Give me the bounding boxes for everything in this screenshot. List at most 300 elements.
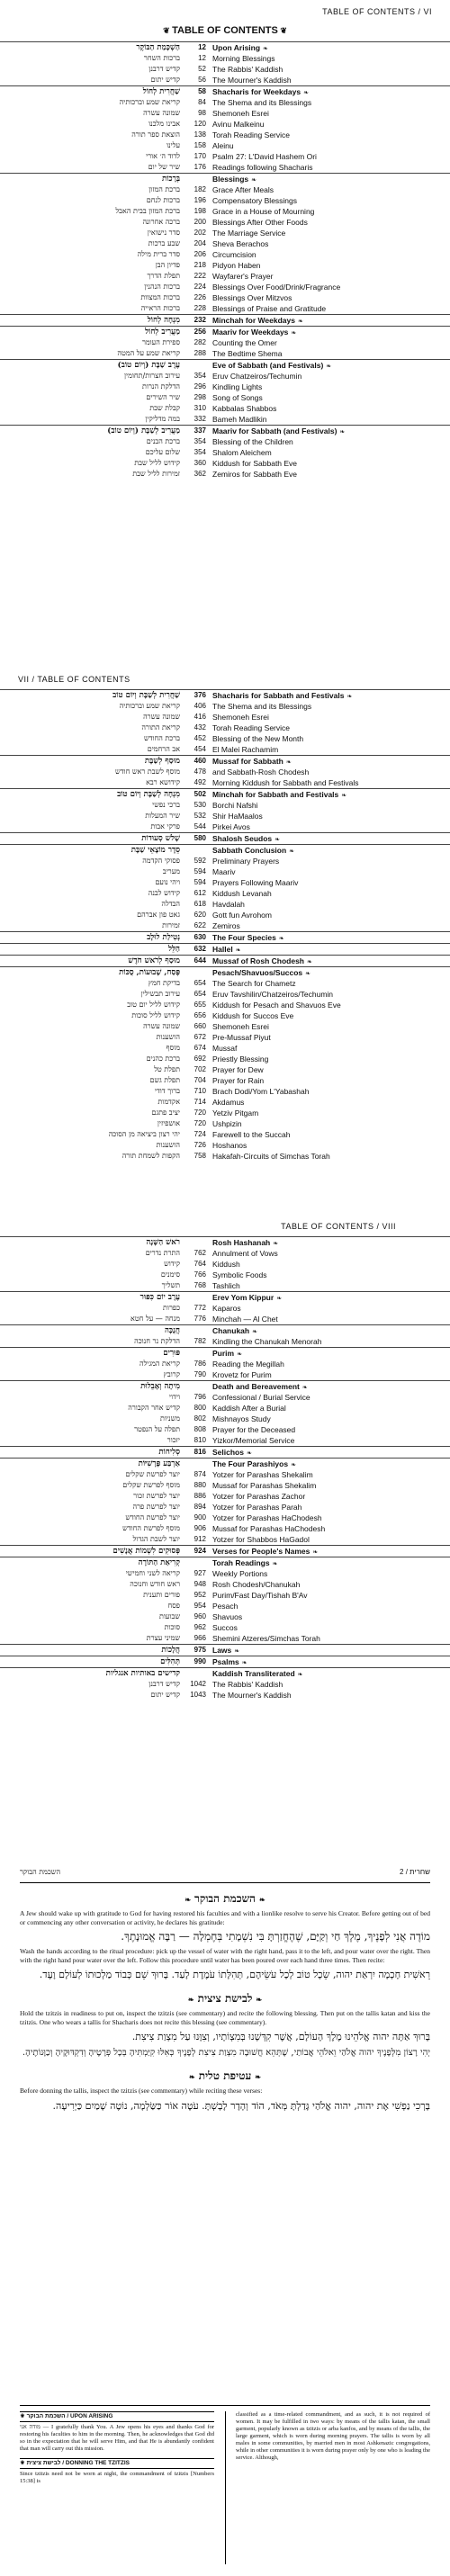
header-page: 2 / שחרית	[400, 1868, 430, 1876]
toc-entry-row[interactable]	[0, 1690, 450, 1701]
toc-entry-row[interactable]	[0, 1054, 450, 1064]
toc-hebrew-title: תפלת גשם	[149, 1076, 180, 1084]
toc-english-text: Blessings Over Mitzvos	[212, 293, 292, 302]
toc-entry-row[interactable]	[0, 151, 450, 162]
toc-entry-row[interactable]	[0, 821, 450, 832]
toc-entry-row[interactable]	[0, 282, 450, 292]
toc-hebrew-title: מוסף לפרשת שקלים	[122, 1481, 180, 1489]
toc-section-row[interactable]	[0, 1667, 450, 1679]
toc-entry-row[interactable]	[0, 249, 450, 260]
toc-section-row[interactable]	[0, 1557, 450, 1568]
toc-english-title	[212, 1108, 258, 1118]
toc-page-number: 98	[198, 109, 206, 117]
toc-section-row[interactable]	[0, 41, 450, 53]
commentary-heading: ⚜ לבישת ציצית / DONNING THE TZITZIS	[20, 2458, 214, 2469]
toc-english-title	[212, 447, 272, 458]
toc-page-number: 962	[194, 1623, 206, 1631]
toc-entry-row[interactable]	[0, 140, 450, 151]
toc-entry-row[interactable]	[0, 130, 450, 140]
toc-english-text: Kabbalas Shabbos	[212, 404, 277, 413]
toc-hebrew-title: מוּסַף לְשַׁבָּת	[144, 757, 180, 766]
toc-entry-row[interactable]	[0, 447, 450, 458]
toc-hebrew-title: שָׁלשׁ סְעוּדוֹת	[141, 834, 180, 843]
toc-section-row[interactable]	[0, 1545, 450, 1557]
toc-page-number: 975	[194, 1646, 206, 1654]
instruction-text: Before donning the tallis, inspect the tzitzis (see commentary) while reciting these verses:	[20, 2087, 263, 2095]
toc-section-row[interactable]	[0, 1380, 450, 1392]
toc-english-text: Kaddish Transliterated	[212, 1669, 295, 1678]
toc-hebrew-title: יוצר לפרשת פרה	[132, 1503, 180, 1511]
toc-entry-row[interactable]	[0, 458, 450, 469]
toc-english-title	[212, 1523, 325, 1534]
toc-entry-row[interactable]	[0, 348, 450, 359]
toc-english-title	[212, 1097, 244, 1108]
toc-page-number: 654	[194, 990, 206, 998]
toc-english-title	[212, 1270, 266, 1280]
toc-english-text: Yizkor/Memorial Service	[212, 1436, 295, 1445]
toc-english-text: Maariv for Weekdays	[212, 328, 289, 337]
toc-hebrew-title: עירוב חצרות/תחומין	[123, 372, 180, 380]
toc-section-row[interactable]	[0, 1291, 450, 1303]
toc-english-text: Blessings	[212, 175, 249, 184]
toc-hebrew-title: קדיש אחר הקבורה	[128, 1404, 180, 1412]
toc-page-number: 12	[198, 54, 206, 62]
toc-entry-row[interactable]	[0, 469, 450, 480]
prayer-barchi-nafshi: בָּרְכִי נַפְשִׁי אֶת יהוה, יהוה אֱלֹהַי גָּדַלְתָּ מְּאֹד, הוֹד וְהָדָר לָבָשְׁתָּ. עֹטֶה אוֹר כַּשַּׂלְמָה, נוֹטֶה שָׁמַיִם כַּיְרִיעָה.	[52, 2099, 430, 2112]
toc-hebrew-title: מַעֲרִיב לְשַׁבָּת (וְיוֹם טוֹב)	[107, 426, 180, 435]
toc-entry-row[interactable]	[0, 723, 450, 733]
toc-section-row[interactable]	[0, 1446, 450, 1458]
toc-hebrew-title: הוצאת ספר תורה	[131, 130, 180, 139]
toc-entry-row[interactable]	[0, 303, 450, 314]
toc-page-number: 594	[194, 867, 206, 875]
toc-english-text: Mussaf for Parashas Shekalim	[212, 1481, 317, 1490]
toc-english-text: Symbolic Foods	[212, 1270, 267, 1279]
toc-english-text: Shalosh Seudos	[212, 834, 273, 843]
ornament-icon: ❧	[276, 1296, 283, 1302]
toc-entry-row[interactable]	[0, 217, 450, 228]
toc-page-number: 222	[194, 272, 206, 280]
toc-entry-row[interactable]	[0, 920, 450, 931]
toc-entry-row[interactable]	[0, 1248, 450, 1259]
toc-page-number: 202	[194, 229, 206, 237]
toc-section-row[interactable]	[0, 966, 450, 978]
toc-english-text: The Shema and its Blessings	[212, 98, 312, 107]
toc-entry-row[interactable]	[0, 1491, 450, 1502]
toc-entry-row[interactable]	[0, 1043, 450, 1054]
toc-section-row[interactable]	[0, 943, 450, 955]
toc-entry-row[interactable]	[0, 97, 450, 108]
toc-english-text: Eruv Tavshilin/Chatzeiros/Techumin	[212, 990, 334, 999]
toc-hebrew-title: קידוש לליל שבת	[134, 459, 180, 467]
toc-section-row[interactable]	[0, 1324, 450, 1336]
toc-title-text: TABLE OF CONTENTS	[172, 25, 278, 36]
toc-hebrew-title: שבועות	[158, 1612, 180, 1620]
toc-english-title	[212, 712, 269, 723]
toc-english-title	[212, 1303, 241, 1314]
toc-english-text: Wayfarer's Prayer	[212, 272, 274, 281]
toc-entry-row[interactable]	[0, 1075, 450, 1086]
toc-hebrew-title: קידושא רבא	[146, 778, 180, 786]
toc-entry-row[interactable]	[0, 1512, 450, 1523]
toc-english-text: Verses for People's Names	[212, 1547, 310, 1556]
toc-section-row[interactable]	[0, 1347, 450, 1359]
toc-entry-row[interactable]	[0, 1270, 450, 1280]
toc-hebrew-title: קרובץ	[163, 1370, 180, 1378]
toc-entry-row[interactable]	[0, 1010, 450, 1021]
toc-hebrew-title: מִנְחָה לְשַׁבָּת וְיוֹם טוֹב	[117, 790, 180, 799]
ornament-icon: ❧	[187, 1995, 194, 2004]
ornament-icon: ❧	[302, 1385, 308, 1391]
toc-page-number: 206	[194, 250, 206, 258]
toc-entry-row[interactable]	[0, 1403, 450, 1414]
toc-hebrew-title: ברכי נפשי	[152, 801, 180, 809]
toc-entry-row[interactable]	[0, 1151, 450, 1162]
toc-section-row[interactable]	[0, 425, 450, 436]
toc-entry-row[interactable]	[0, 811, 450, 821]
toc-english-title	[212, 1259, 240, 1270]
toc-entry-row[interactable]	[0, 403, 450, 414]
column-divider	[225, 2411, 226, 2564]
toc-english-text: Prayer for Dew	[212, 1065, 264, 1074]
toc-section-row[interactable]	[0, 755, 450, 767]
toc-entry-row[interactable]	[0, 777, 450, 788]
toc-english-title	[212, 1590, 308, 1601]
toc-hebrew-title: קריאת שמע וברכותיה	[119, 702, 180, 710]
toc-page-number: 758	[194, 1152, 206, 1160]
toc-english-text: The Mourner's Kaddish	[212, 76, 292, 85]
toc-hebrew-title: פסוקי הקדמה	[142, 857, 180, 865]
toc-english-title	[212, 1424, 295, 1435]
toc-english-title	[212, 249, 256, 260]
toc-entry-row[interactable]	[0, 1259, 450, 1270]
toc-hebrew-title: הושענות	[156, 1033, 180, 1041]
toc-entry-row[interactable]	[0, 1021, 450, 1032]
toc-hebrew-title: זמירות	[162, 921, 180, 929]
toc-entry-row[interactable]	[0, 206, 450, 217]
toc-english-text: Maariv	[212, 867, 236, 876]
toc-english-title	[212, 64, 283, 75]
toc-entry-row[interactable]	[0, 1032, 450, 1043]
toc-hebrew-title: שיר המעלות	[145, 812, 180, 820]
toc-entry-row[interactable]	[0, 1392, 450, 1403]
toc-entry-row[interactable]	[0, 64, 450, 75]
toc-hebrew-title: רֹאשׁ הַשָּׁנָה	[146, 1238, 180, 1247]
toc-english-title	[212, 1075, 264, 1086]
toc-section-row[interactable]	[0, 955, 450, 966]
toc-section-row[interactable]	[0, 788, 450, 800]
toc-english-title	[212, 75, 292, 85]
toc-entry-row[interactable]	[0, 108, 450, 119]
toc-english-text: Annulment of Vows	[212, 1249, 278, 1258]
toc-section-row[interactable]	[0, 1656, 450, 1667]
toc-entry-row[interactable]	[0, 800, 450, 811]
toc-page-number: 362	[194, 470, 206, 478]
toc-page-number: 912	[194, 1535, 206, 1543]
toc-entry-row[interactable]	[0, 1679, 450, 1690]
toc-english-text: The Bedtime Shema	[212, 349, 283, 358]
toc-entry-row[interactable]	[0, 1523, 450, 1534]
toc-entry-row[interactable]	[0, 238, 450, 249]
toc-entry-row[interactable]	[0, 271, 450, 282]
toc-english-title	[212, 800, 258, 811]
toc-page-vi	[0, 0, 450, 668]
toc-hebrew-title: תפלה על הנפטר	[134, 1425, 180, 1433]
toc-english-title	[212, 217, 308, 228]
toc-hebrew-title: יציב פתגם	[151, 1108, 180, 1117]
toc-entry-row[interactable]	[0, 292, 450, 303]
commentary-right	[236, 2411, 430, 2462]
toc-hebrew-title: אקדמות	[158, 1098, 180, 1106]
toc-english-text: Tashlich	[212, 1281, 240, 1290]
toc-english-text: Pesach/Shavuos/Succos	[212, 968, 303, 977]
toc-entry-row[interactable]	[0, 184, 450, 195]
toc-section-row[interactable]	[0, 1236, 450, 1248]
toc-entry-row[interactable]	[0, 162, 450, 173]
toc-english-text: Aleinu	[212, 141, 234, 150]
toc-english-text: Hoshanos	[212, 1141, 248, 1150]
toc-page-number: 720	[194, 1119, 206, 1127]
toc-english-title	[212, 777, 359, 788]
toc-english-title	[212, 1512, 322, 1523]
toc-hebrew-title: יזכור	[166, 1436, 180, 1444]
toc-section-row[interactable]	[0, 85, 450, 97]
toc-page-number: 56	[198, 76, 206, 84]
toc-section-row[interactable]	[0, 314, 450, 326]
toc-section-row[interactable]	[0, 359, 450, 371]
toc-entry-row[interactable]	[0, 1336, 450, 1347]
toc-entry-row[interactable]	[0, 228, 450, 238]
toc-english-text: Shemoneh Esrei	[212, 109, 269, 118]
commentary-left	[20, 2411, 214, 2485]
toc-page-number: 544	[194, 822, 206, 830]
toc-entry-row[interactable]	[0, 989, 450, 1000]
toc-section-row[interactable]	[0, 832, 450, 844]
toc-hebrew-title: יוצר לפרשת זכור	[133, 1492, 180, 1500]
toc-english-text: Preliminary Prayers	[212, 857, 280, 866]
toc-page-number: 226	[194, 293, 206, 301]
toc-entry-row[interactable]	[0, 53, 450, 64]
toc-hebrew-title: מוסף לשבת ראש חודש	[115, 767, 180, 776]
toc-english-text: Pidyon Haben	[212, 261, 261, 270]
toc-entry-row[interactable]	[0, 1611, 450, 1622]
toc-entry-row[interactable]	[0, 1579, 450, 1590]
toc-english-text: Farewell to the Succah	[212, 1130, 291, 1139]
toc-english-title	[212, 1021, 269, 1032]
toc-section-row[interactable]	[0, 1458, 450, 1469]
commentary-text: מודה אני — I gratefully thank You. A Jew opens his eyes and thanks God for restoring his faculties to him in the morning. Then, he acknowledges that God did so in the expectation that he will serve Him, and that He is abundantly confident that man will carry out this mission.	[20, 2424, 214, 2452]
toc-page-number: 880	[194, 1481, 206, 1489]
toc-page-number: 704	[194, 1076, 206, 1084]
toc-section-row[interactable]	[0, 1644, 450, 1656]
ornament-icon: ❧	[272, 1561, 278, 1567]
toc-entry-row[interactable]	[0, 712, 450, 723]
toc-entry-row[interactable]	[0, 701, 450, 712]
toc-entry-row[interactable]	[0, 1280, 450, 1291]
toc-english-text: Shemini Atzeres/Simchas Torah	[212, 1634, 320, 1643]
toc-section-row[interactable]	[0, 326, 450, 337]
toc-english-title	[212, 1369, 272, 1380]
toc-hebrew-title: תְּהִלִּים	[160, 1657, 180, 1666]
toc-entry-row[interactable]	[0, 260, 450, 271]
toc-entry-row[interactable]	[0, 1480, 450, 1491]
toc-entry-row[interactable]	[0, 1108, 450, 1118]
toc-entry-row[interactable]	[0, 1303, 450, 1314]
toc-entry-row[interactable]	[0, 1140, 450, 1151]
toc-entry-row[interactable]	[0, 1314, 450, 1324]
toc-page-number: 580	[194, 834, 206, 842]
toc-entry-row[interactable]	[0, 1000, 450, 1010]
toc-hebrew-title: פדיון הבן	[155, 261, 180, 269]
ornament-icon: ❧	[297, 1672, 303, 1678]
toc-section-row[interactable]	[0, 173, 450, 184]
toc-entry-row[interactable]	[0, 1633, 450, 1644]
toc-english-title	[212, 1579, 300, 1590]
ornament-icon: ❧	[273, 1241, 279, 1247]
toc-page-number: 800	[194, 1404, 206, 1412]
toc-page-number: 228	[194, 304, 206, 312]
ornament-icon: ❧	[246, 1450, 252, 1457]
toc-hebrew-title: עלינו	[166, 141, 180, 149]
toc-entry-row[interactable]	[0, 1534, 450, 1545]
toc-section-row[interactable]	[0, 844, 450, 856]
running-header	[0, 1861, 450, 1876]
toc-entry-row[interactable]	[0, 767, 450, 777]
toc-english-text: Upon Arising	[212, 43, 261, 52]
toc-entry-row[interactable]	[0, 1097, 450, 1108]
toc-english-text: Brach Dodi/Yom L'Yabashah	[212, 1087, 310, 1096]
prayer-reishis: רֵאשִׁית חָכְמָה יִרְאַת יהוה, שֵׂכֶל טוֹב לְכָל עֹשֵׂיהֶם, תְּהִלָּתוֹ עֹמֶדֶת לָעַד. בָּרוּךְ שֵׁם כְּבוֹד מַלְכוּתוֹ לְעוֹלָם וָעֶד.	[39, 1969, 430, 1980]
toc-entry-row[interactable]	[0, 888, 450, 899]
toc-entry-row[interactable]	[0, 1359, 450, 1369]
toc-english-text: Zemiros for Sabbath Eve	[212, 470, 298, 479]
toc-page-number: 298	[194, 393, 206, 401]
ornament-icon: ❧	[297, 319, 303, 325]
toc-english-text: Minchah for Sabbath and Festivals	[212, 790, 339, 799]
toc-hebrew-title: פְּסוּקִים לִשְׁמוֹת אֲנָשִׁים	[112, 1547, 180, 1556]
toc-english-text: Yetziv Pitgam	[212, 1108, 259, 1117]
toc-hebrew-title: מעריב	[162, 867, 180, 875]
toc-entry-row[interactable]	[0, 371, 450, 381]
ornament-icon: ❧	[189, 2072, 195, 2081]
toc-hebrew-title: פרקי אבות	[150, 822, 180, 830]
toc-english-text: Purim/Fast Day/Tishah B'Av	[212, 1591, 308, 1600]
ornament-icon: ❧	[235, 947, 241, 954]
toc-hebrew-title: בְּרָכוֹת	[161, 175, 180, 184]
toc-entry-row[interactable]	[0, 877, 450, 888]
toc-entry-row[interactable]	[0, 1369, 450, 1380]
toc-english-title	[212, 1129, 290, 1140]
toc-section-row[interactable]	[0, 931, 450, 943]
ornament-icon: ❧	[346, 694, 353, 700]
toc-entry-row[interactable]	[0, 381, 450, 392]
toc-english-text: Kiddush for Succos Eve	[212, 1011, 294, 1020]
toc-hebrew-title: מוּסַף לְרֹאשׁ חֹדֶשׁ	[128, 956, 180, 965]
toc-hebrew-title: אב הרחמים	[147, 745, 180, 753]
toc-page-number: 176	[194, 163, 206, 171]
toc-hebrew-title: יוצר לפרשת שקלים	[125, 1470, 180, 1478]
ornament-icon: ❧	[305, 971, 311, 977]
toc-entry-row[interactable]	[0, 1590, 450, 1601]
toc-entry-row[interactable]	[0, 910, 450, 920]
toc-entry-row[interactable]	[0, 1469, 450, 1480]
toc-entry-row[interactable]	[0, 1502, 450, 1512]
toc-english-title	[212, 1601, 238, 1611]
toc-page-number: 310	[194, 404, 206, 412]
toc-page-number: 764	[194, 1260, 206, 1268]
toc-page-number: 282	[194, 338, 206, 346]
toc-entry-row[interactable]	[0, 1129, 450, 1140]
ornament-icon: ❧	[263, 46, 268, 52]
toc-hebrew-title: חֲנֻכָּה	[164, 1326, 180, 1335]
toc-hebrew-title: סְלִיחוֹת	[158, 1448, 180, 1457]
toc-english-text: Compensatory Blessings	[212, 196, 298, 205]
toc-english-title	[212, 195, 297, 206]
toc-entry-row[interactable]	[0, 195, 450, 206]
toc-english-text: Weekly Portions	[212, 1569, 268, 1578]
commentary-text: classified as a time-related commandment, and as such, it is not required of women. It may be fulfilled in two ways: by means of the tallis katan, the small garment, popularly known as tzitzis or arba kanfos, and by means of the tallis, the large garment, which is worn during morning prayers. The tallis is worn by all males in some communities, by married men in most Ashkenazic congregations, while in other communities it is worn during prayer only by one who is leading the service. Although,	[236, 2411, 430, 2461]
divider	[20, 1882, 430, 1883]
toc-english-text: Shalom Aleichem	[212, 448, 272, 457]
toc-entry-row[interactable]	[0, 119, 450, 130]
toc-english-text: Psalm 27: L'David Hashem Ori	[212, 152, 317, 161]
toc-english-title	[212, 1414, 271, 1424]
toc-entry-row[interactable]	[0, 414, 450, 425]
toc-english-text: Kindling Lights	[212, 382, 263, 391]
toc-entry-row[interactable]	[0, 1424, 450, 1435]
toc-hebrew-title: יהי רצון ביציאה מן הסוכה	[108, 1130, 180, 1138]
toc-entry-row[interactable]	[0, 1064, 450, 1075]
toc-english-title	[212, 1359, 284, 1369]
toc-entry-row[interactable]	[0, 1622, 450, 1633]
toc-hebrew-title: ברכות הנהנין	[144, 283, 180, 291]
toc-entry-row[interactable]	[0, 436, 450, 447]
ornament-icon: ❧	[285, 759, 292, 766]
section-banner	[20, 1892, 430, 1906]
toc-entry-row[interactable]	[0, 978, 450, 989]
toc-english-text: Blessing of the New Month	[212, 734, 304, 743]
toc-english-title	[212, 1086, 309, 1097]
toc-entry-row[interactable]	[0, 733, 450, 744]
toc-entry-row[interactable]	[0, 1568, 450, 1579]
toc-hebrew-title: מַעֲרִיב לְחוֹל	[145, 328, 180, 337]
toc-entry-row[interactable]	[0, 899, 450, 910]
toc-entry-row[interactable]	[0, 392, 450, 403]
toc-entry-row[interactable]	[0, 1086, 450, 1097]
toc-hebrew-title: ברכת כהנים	[146, 1055, 180, 1063]
toc-page-number: 120	[194, 120, 206, 128]
toc-entry-row[interactable]	[0, 866, 450, 877]
toc-hebrew-title: שמיני עצרת	[146, 1634, 180, 1642]
toc-entry-row[interactable]	[0, 744, 450, 755]
toc-english-title	[212, 910, 272, 920]
toc-entry-row[interactable]	[0, 75, 450, 85]
toc-english-text: Erev Yom Kippur	[212, 1293, 274, 1302]
toc-page-number: 692	[194, 1055, 206, 1063]
instruction-text: Hold the tzitzis in readiness to put on, inspect the tzitzis (see commentary) and recite the following blessing. Then put on the tallis katan and kiss the tzitzis. One who wears a tallis for Shacharis does not recite this blessing (see commentary).	[20, 2009, 430, 2026]
toc-entry-row[interactable]	[0, 1414, 450, 1424]
toc-entry-row[interactable]	[0, 1118, 450, 1129]
toc-entry-row[interactable]	[0, 1435, 450, 1446]
toc-hebrew-title: קדיש יתום	[150, 1691, 180, 1699]
toc-hebrew-title: ברכת המזון בבית האבל	[115, 207, 180, 215]
toc-entry-row[interactable]	[0, 337, 450, 348]
toc-entry-row[interactable]	[0, 856, 450, 866]
toc-entry-row[interactable]	[0, 1601, 450, 1611]
toc-section-row[interactable]	[0, 689, 450, 701]
divider	[20, 2405, 430, 2406]
toc-english-title	[212, 1480, 316, 1491]
